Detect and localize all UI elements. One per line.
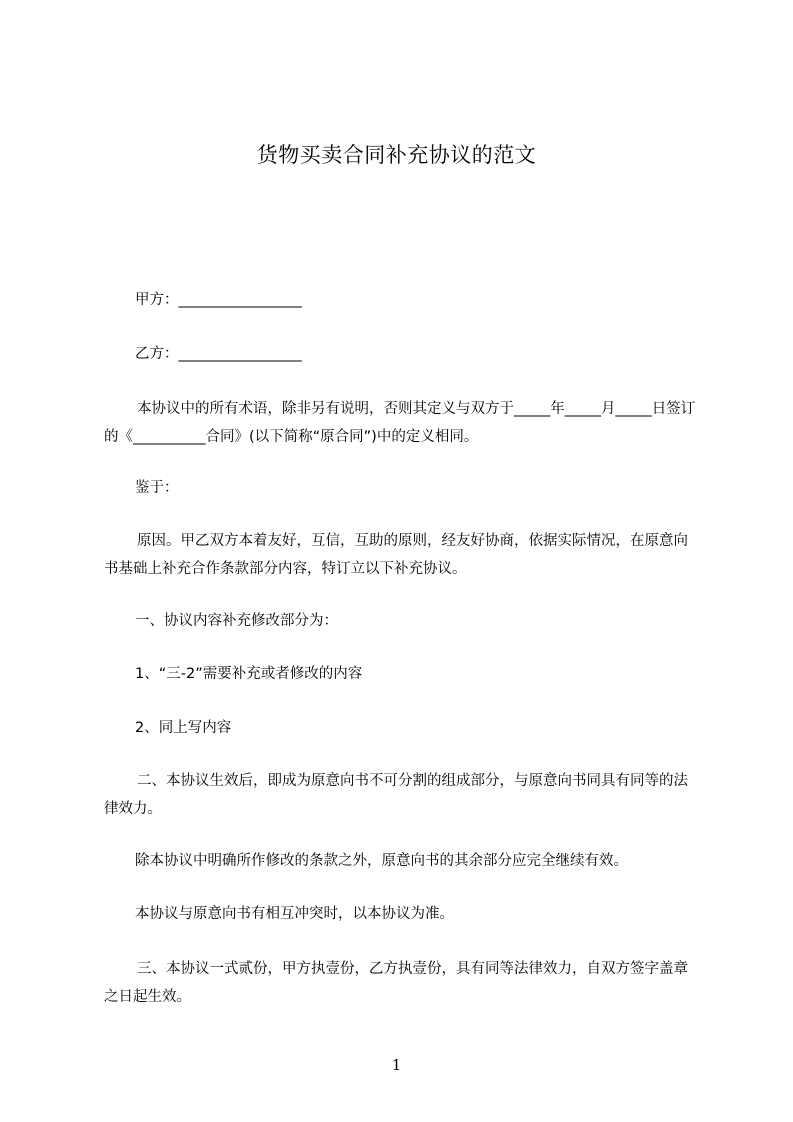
terms-paragraph: 本协议中的所有术语，除非另有说明，否则其定义与双方于_____年_____月_____日签订的《__________合同》(以下简称“原合同”)中的定义相同。 bbox=[104, 401, 696, 445]
party-b-line: 乙方：_________________ bbox=[135, 346, 302, 362]
document-title: 货物买卖合同补充协议的范文 bbox=[256, 143, 537, 167]
section-one-item-1: 1、“三-2”需要补充或者修改的内容 bbox=[135, 666, 363, 682]
section-three-paragraph: 三、本协议一式贰份，甲方执壹份，乙方执壹份，具有同等法律效力，自双方签字盖章之日起生效。 bbox=[104, 961, 688, 1005]
party-a-line: 甲方：_________________ bbox=[135, 292, 302, 308]
conflict-paragraph: 本协议与原意向书有相互冲突时，以本协议为准。 bbox=[135, 906, 454, 922]
page-number: 1 bbox=[391, 1056, 402, 1074]
section-two-paragraph: 二、本协议生效后，即成为原意向书不可分割的组成部分，与原意向书同具有同等的法律效力。 bbox=[104, 773, 688, 817]
reason-paragraph: 原因。甲乙双方本着友好，互信，互助的原则，经友好协商，依据实际情况，在原意向书基础上补充合作条款部分内容，特订立以下补充协议。 bbox=[104, 533, 688, 577]
section-one-heading: 一、协议内容补充修改部分为： bbox=[135, 613, 338, 629]
whereas-heading: 鉴于： bbox=[135, 480, 179, 496]
except-paragraph: 除本协议中明确所作修改的条款之外，原意向书的其余部分应完全继续有效。 bbox=[135, 853, 628, 869]
section-one-item-2: 2、同上写内容 bbox=[135, 720, 232, 736]
